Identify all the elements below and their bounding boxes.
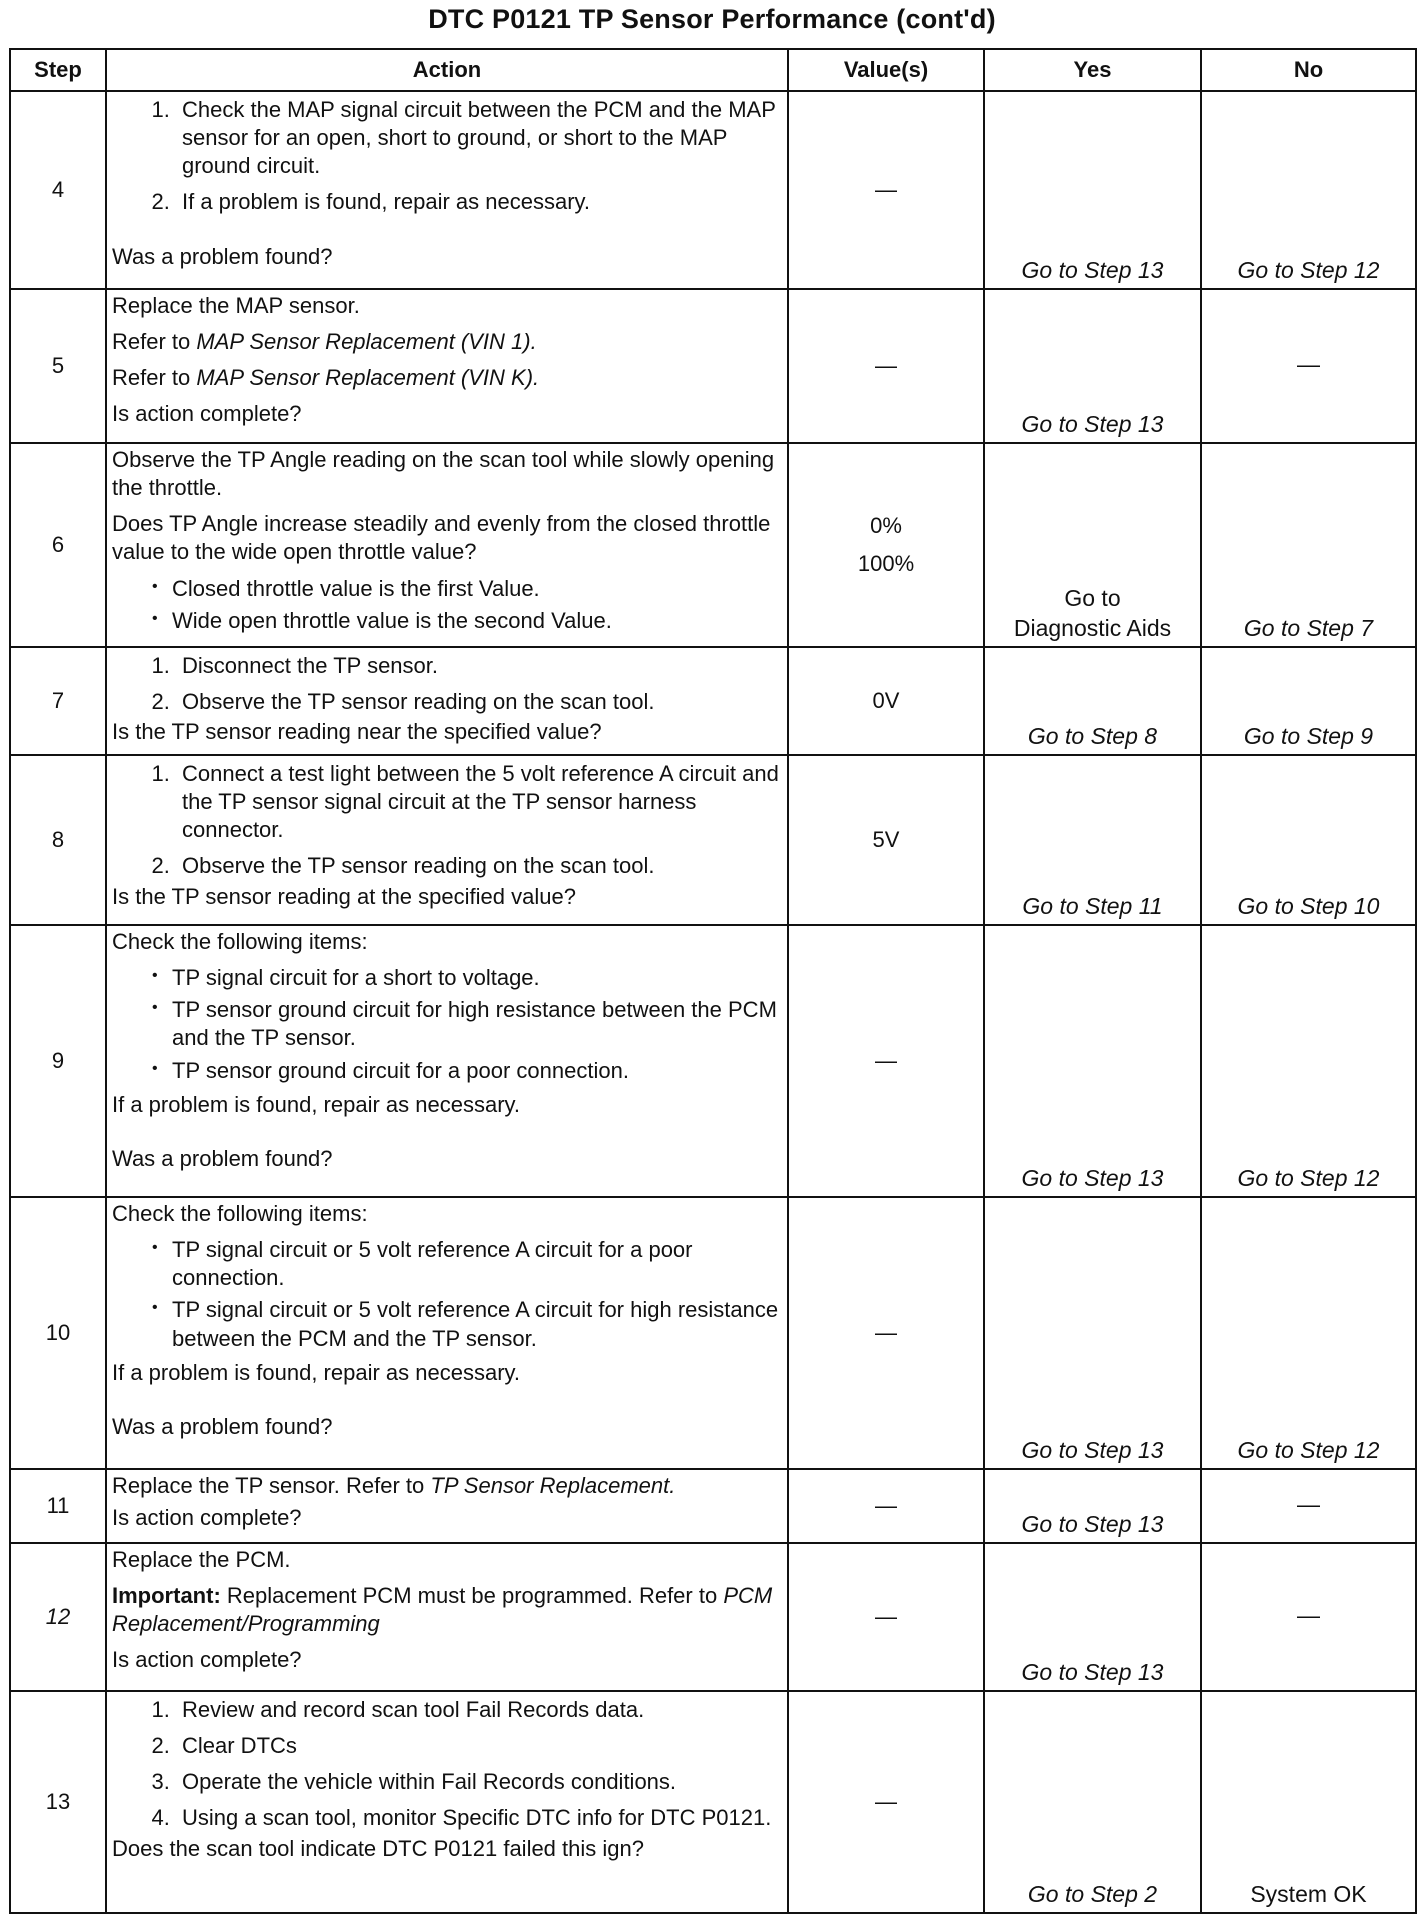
action-item: 1. Check the MAP signal circuit between the PCM and the MAP sensor for an open, short to ground, or short to the MAP ground circuit. <box>176 96 781 180</box>
step-action <box>106 647 788 755</box>
step-action <box>106 289 788 443</box>
step-number: 4 <box>10 91 106 289</box>
page-title: DTC P0121 TP Sensor Performance (cont'd) <box>428 4 996 34</box>
step-yes: Go to Step 2 <box>984 1691 1201 1913</box>
step-yes: Go to Step 13 <box>984 289 1201 443</box>
action-bullet: • Closed throttle value is the first Value. <box>172 575 781 603</box>
step-action <box>106 925 788 1197</box>
header-values: Value(s) <box>788 49 984 91</box>
action-line: Replace the TP sensor. Refer to <box>112 1473 425 1498</box>
table-row <box>10 443 1416 647</box>
action-question: Is action complete? <box>112 1505 302 1531</box>
action-bullet: • TP sensor ground circuit for high resistance between the PCM and the TP sensor. <box>172 996 781 1052</box>
step-number: 7 <box>10 647 106 755</box>
step-yes: Go to Step 13 <box>984 91 1201 289</box>
action-question: Is action complete? <box>112 1647 302 1673</box>
action-line: Check the following items: <box>112 929 368 954</box>
action-item: 4. Using a scan tool, monitor Specific DTC info for DTC P0121. <box>176 1804 781 1832</box>
action-item: 2. Clear DTCs <box>176 1732 781 1760</box>
step-value <box>788 91 984 289</box>
step-number: 5 <box>10 289 106 443</box>
value-text: 0% <box>870 512 902 538</box>
action-item: 1. Disconnect the TP sensor. <box>176 652 781 680</box>
table-row <box>10 925 1416 1197</box>
action-line: If a problem is found, repair as necessary. <box>112 1091 521 1117</box>
table-row <box>10 289 1416 443</box>
action-question: Was a problem found? <box>112 1413 333 1439</box>
action-line: Replace the MAP sensor. <box>112 293 360 318</box>
step-action <box>106 1543 788 1691</box>
step-number: 6 <box>10 443 106 647</box>
value-text: 100% <box>857 551 915 576</box>
step-yes <box>984 443 1201 647</box>
action-question: Is the TP sensor reading at the specified value? <box>112 883 576 909</box>
step-action <box>106 1469 788 1543</box>
important-text: Replacement PCM must be programmed. Refer to <box>226 1583 718 1609</box>
yes-line: Diagnostic Aids <box>1013 614 1172 641</box>
step-value: — <box>788 1543 984 1691</box>
table-row <box>10 1543 1416 1691</box>
action-question: Is the TP sensor reading near the specified value? <box>112 719 602 745</box>
step-no: — <box>1201 289 1416 443</box>
step-value: — <box>788 1197 984 1469</box>
action-bullet: • TP signal circuit or 5 volt reference A circuit for a poor connection. <box>172 1236 781 1292</box>
step-no: Go to Step 7 <box>1201 443 1416 647</box>
step-yes: Go to Step 8 <box>984 647 1201 755</box>
step-yes: Go to Step 13 <box>984 925 1201 1197</box>
reference-link: PCM Replacement/Programming <box>112 1583 773 1637</box>
action-bullet: • TP sensor ground circuit for a poor connection. <box>172 1057 781 1085</box>
step-no: Go to Step 10 <box>1201 755 1416 925</box>
header-step: Step <box>10 49 106 91</box>
diagnostic-table <box>9 48 1417 1914</box>
step-value: — <box>788 1691 984 1913</box>
step-action <box>106 755 788 925</box>
step-number: 8 <box>10 755 106 925</box>
step-number: 9 <box>10 925 106 1197</box>
step-value: — <box>788 925 984 1197</box>
refer-prefix: Refer to <box>112 365 191 391</box>
action-item: 2. If a problem is found, repair as necessary. <box>176 188 781 216</box>
action-bullet: • Wide open throttle value is the second Value. <box>172 607 781 635</box>
table-row <box>10 1197 1416 1469</box>
yes-line: Go to <box>1064 585 1121 612</box>
table-row <box>10 1469 1416 1543</box>
step-no: — <box>1201 1543 1416 1691</box>
action-question: Does TP Angle increase steadily and evenly from the closed throttle value to the wide open throttle value? <box>112 511 771 565</box>
step-action <box>106 1691 788 1913</box>
action-item: 1. Connect a test light between the 5 volt reference A circuit and the TP sensor signal circuit at the TP sensor harness connector. <box>176 760 781 844</box>
header-action: Action <box>106 49 788 91</box>
reference-link: TP Sensor Replacement. <box>430 1473 676 1498</box>
step-value: 0V <box>788 647 984 755</box>
step-no: — <box>1201 1469 1416 1543</box>
action-line: If a problem is found, repair as necessary. <box>112 1359 521 1385</box>
reference-link: MAP Sensor Replacement (VIN 1). <box>196 329 537 355</box>
refer-prefix: Refer to <box>112 329 191 355</box>
step-no: System OK <box>1201 1691 1416 1913</box>
action-bullet: • TP signal circuit for a short to voltage. <box>172 964 781 992</box>
step-value <box>788 289 984 443</box>
table-row <box>10 647 1416 755</box>
action-item: 1. Review and record scan tool Fail Records data. <box>176 1696 781 1724</box>
action-question: Was a problem found? <box>112 243 333 269</box>
value-text: — <box>875 352 897 378</box>
step-action <box>106 1197 788 1469</box>
step-value: 5V <box>788 755 984 925</box>
step-no: Go to Step 12 <box>1201 91 1416 289</box>
action-item: 2. Observe the TP sensor reading on the scan tool. <box>176 852 781 880</box>
step-number: 11 <box>10 1469 106 1543</box>
header-yes: Yes <box>984 49 1201 91</box>
action-bullet: • TP signal circuit or 5 volt reference A circuit for high resistance between the PCM and the TP sensor. <box>172 1296 781 1352</box>
step-action <box>106 443 788 647</box>
step-number: 10 <box>10 1197 106 1469</box>
step-action <box>106 91 788 289</box>
reference-link: MAP Sensor Replacement (VIN K). <box>196 365 540 391</box>
step-value: — <box>788 1469 984 1543</box>
step-yes: Go to Step 13 <box>984 1197 1201 1469</box>
table-row <box>10 91 1416 289</box>
table-header-row <box>10 49 1416 91</box>
step-number: 12 <box>10 1543 106 1691</box>
action-item: 2. Observe the TP sensor reading on the scan tool. <box>176 688 781 716</box>
action-line: Replace the PCM. <box>112 1547 291 1572</box>
step-no: Go to Step 9 <box>1201 647 1416 755</box>
important-label: Important: <box>112 1583 221 1609</box>
step-no: Go to Step 12 <box>1201 925 1416 1197</box>
action-item: 3. Operate the vehicle within Fail Records conditions. <box>176 1768 781 1796</box>
step-number: 13 <box>10 1691 106 1913</box>
table-row <box>10 1691 1416 1913</box>
step-yes: Go to Step 11 <box>984 755 1201 925</box>
step-value <box>788 443 984 647</box>
action-question: Is action complete? <box>112 401 302 427</box>
action-line: Observe the TP Angle reading on the scan tool while slowly opening the throttle. <box>112 447 775 501</box>
action-question: Was a problem found? <box>112 1145 333 1171</box>
value-text: — <box>875 176 897 202</box>
action-question: Does the scan tool indicate DTC P0121 failed this ign? <box>112 1835 644 1861</box>
header-no: No <box>1201 49 1416 91</box>
step-no: Go to Step 12 <box>1201 1197 1416 1469</box>
action-line: Check the following items: <box>112 1201 368 1226</box>
step-yes: Go to Step 13 <box>984 1469 1201 1543</box>
step-yes: Go to Step 13 <box>984 1543 1201 1691</box>
table-row <box>10 755 1416 925</box>
